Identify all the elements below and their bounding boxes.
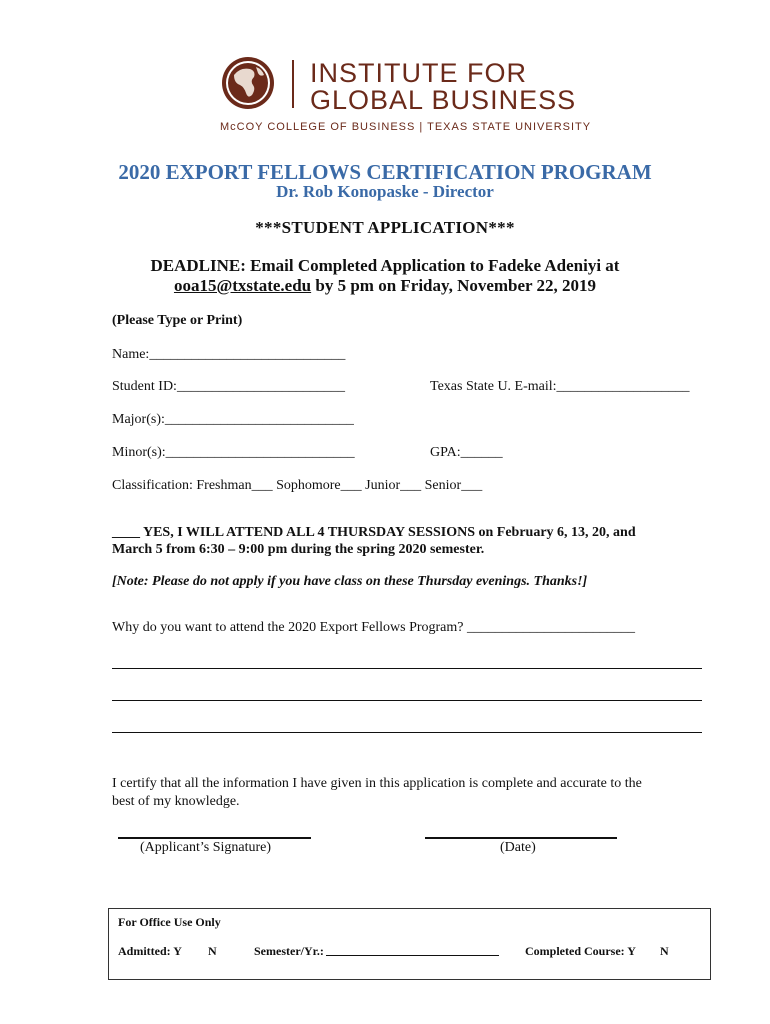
why-attend-question[interactable]: Why do you want to attend the 2020 Export Fellows Program? ________________________ [112,620,635,635]
program-director: Dr. Rob Konopaske - Director [276,182,494,201]
admitted-yes[interactable]: Admitted: Y [118,944,182,958]
program-title: 2020 EXPORT FELLOWS CERTIFICATION PROGRAM [118,160,652,184]
logo-divider [292,60,294,108]
certification-line2: best of my knowledge. [112,794,240,809]
student-id-field[interactable]: Student ID:________________________ [112,379,345,394]
email-field[interactable]: Texas State U. E-mail:___________________ [430,379,690,394]
globe-logo-icon [220,55,276,111]
answer-line-2[interactable] [112,699,702,701]
form-instruction: (Please Type or Print) [112,313,243,328]
signature-line[interactable] [118,837,311,839]
attendance-line2: March 5 from 6:30 – 9:00 pm during the spring 2020 semester. [112,542,485,557]
deadline-line2 [0,276,770,296]
logo-title-line1: INSTITUTE FOR [310,58,527,88]
attendance-note: [Note: Please do not apply if you have class on these Thursday evenings. Thanks!] [112,574,588,589]
certification-line1: I certify that all the information I have given in this application is complete and accurate to the [112,776,642,791]
attendance-line1[interactable]: ____ YES, I WILL ATTEND ALL 4 THURSDAY SESSIONS on February 6, 13, 20, and [112,525,636,540]
logo-subtitle: McCOY COLLEGE OF BUSINESS | TEXAS STATE UNIVERSITY [220,121,592,133]
deadline-email-link[interactable]: ooa15@txstate.edu [173,276,312,295]
deadline-line1: DEADLINE: Email Completed Application to Fadeke Adeniyi at [150,256,620,275]
deadline-line2-text: by 5 pm on Friday, November 22, 2019 [311,276,597,295]
answer-line-1[interactable] [112,667,702,669]
logo-title-line2: GLOBAL BUSINESS [310,85,577,115]
gpa-field[interactable]: GPA:______ [430,445,503,460]
completed-course-yes[interactable]: Completed Course: Y [525,944,636,958]
answer-line-3[interactable] [112,731,702,733]
completed-course-no[interactable]: N [660,944,669,958]
name-field[interactable]: Name:____________________________ [112,347,346,362]
semester-line[interactable] [326,955,499,956]
semester-label: Semester/Yr.: [254,944,324,958]
admitted-no[interactable]: N [208,944,217,958]
student-application-heading: ***STUDENT APPLICATION*** [255,218,515,237]
minor-field[interactable]: Minor(s):___________________________ [112,445,355,460]
signature-label: (Applicant’s Signature) [140,840,272,855]
major-field[interactable]: Major(s):___________________________ [112,412,354,427]
office-use-title: For Office Use Only [118,915,221,929]
date-label: (Date) [500,840,536,855]
date-line[interactable] [425,837,617,839]
classification-field[interactable]: Classification: Freshman___ Sophomore___ Junior___ Senior___ [112,478,483,493]
